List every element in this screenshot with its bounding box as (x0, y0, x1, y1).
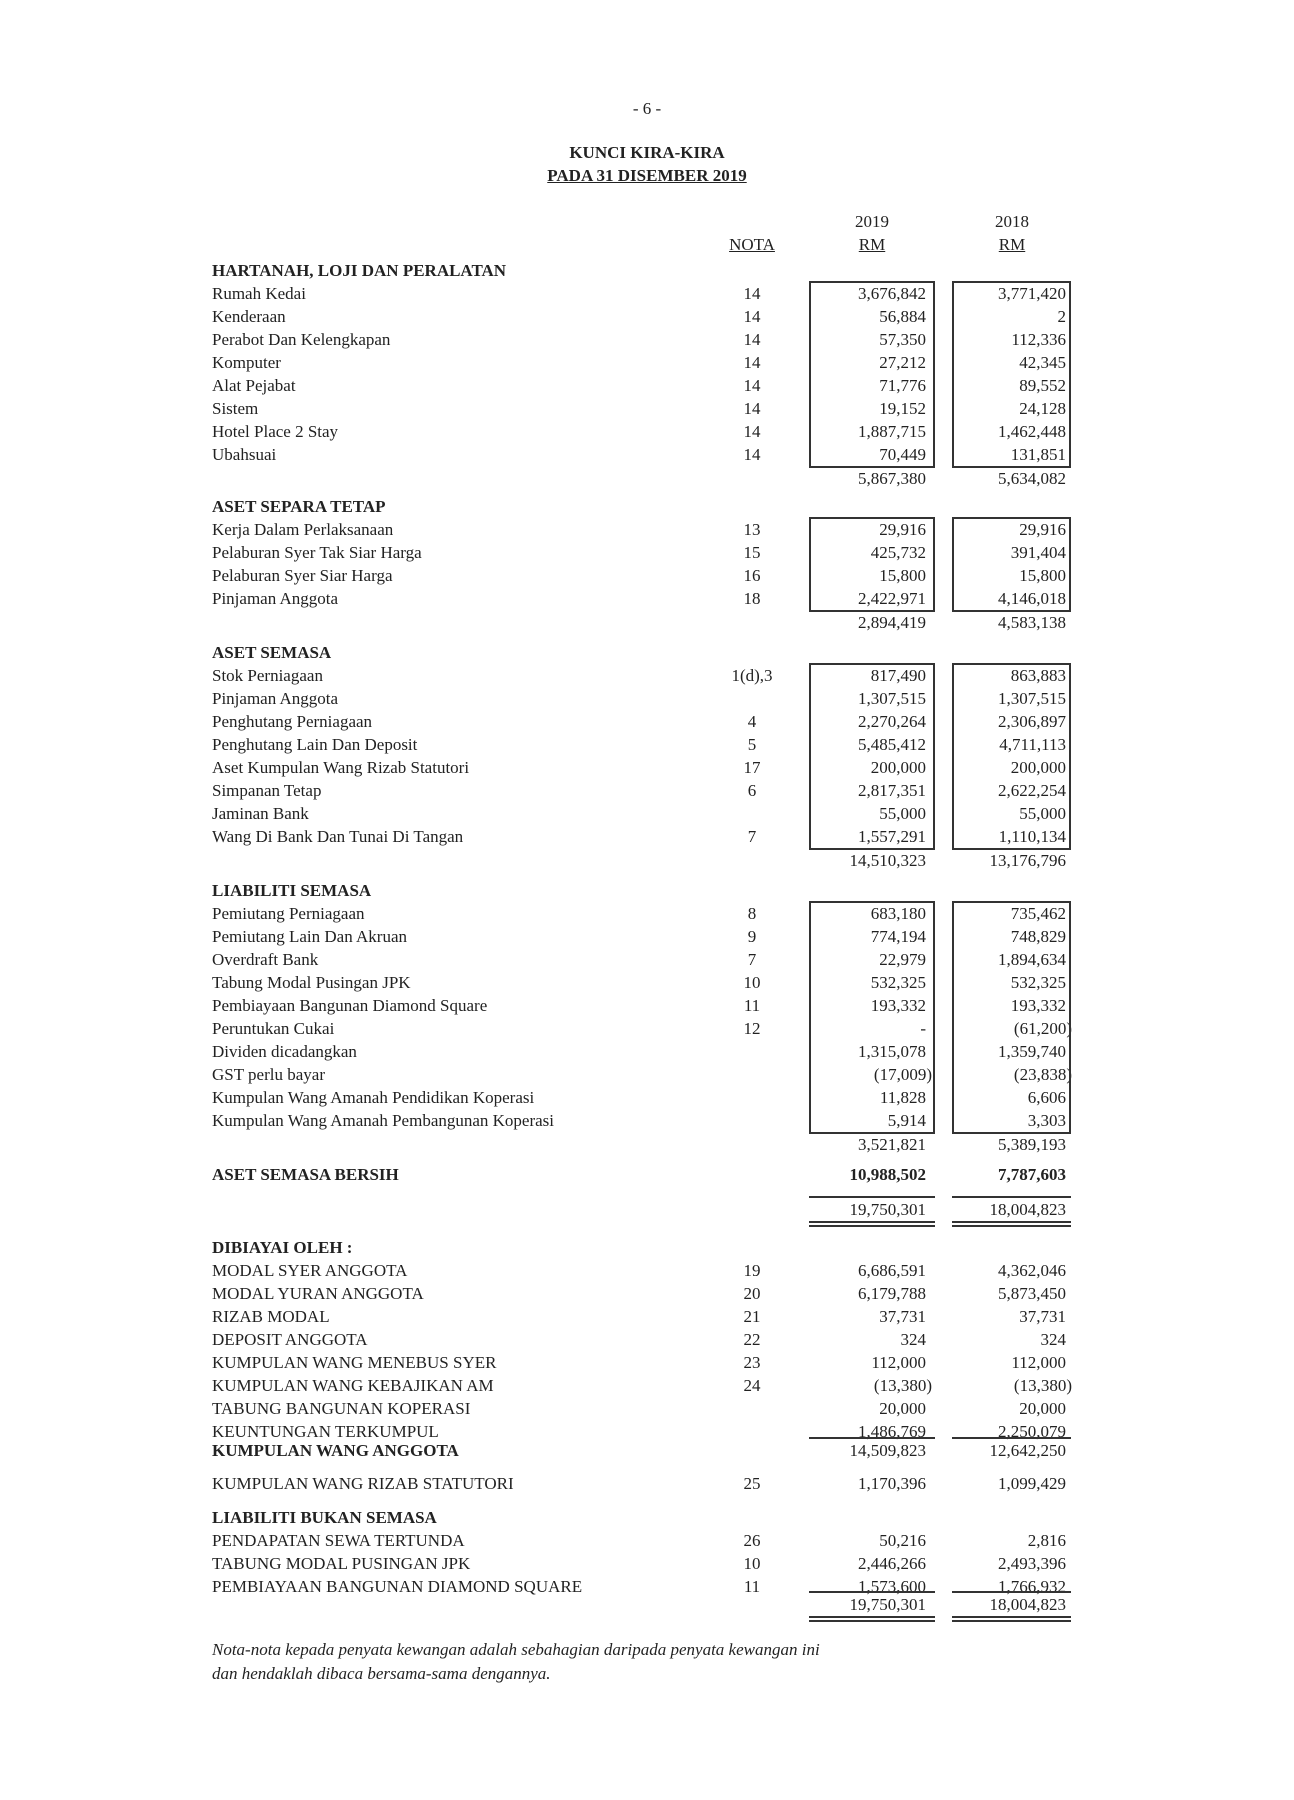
value-2019: 2,446,266 (858, 1554, 926, 1573)
table-row (0, 902, 1294, 925)
value-2018: (61,200) (1013, 1019, 1072, 1038)
table-row (0, 1397, 1294, 1420)
value-2019: 50,216 (879, 1531, 926, 1550)
row-label: Penghutang Perniagaan (212, 712, 373, 731)
page-number: - 6 - (632, 99, 662, 118)
value-2019: 817,490 (870, 666, 926, 685)
row-nota: 14 (743, 422, 761, 441)
value-2019: 5,867,380 (858, 469, 926, 488)
column-currency-2019: RM (858, 235, 886, 254)
value-2019: - (920, 1019, 926, 1038)
row-label: KUMPULAN WANG KEBAJIKAN AM (212, 1376, 494, 1395)
subtotal-box-2019 (809, 901, 935, 1134)
value-2018: 1,110,134 (998, 827, 1066, 846)
footnote-line-1: Nota-nota kepada penyata kewangan adalah sebahagian daripada penyata kewangan ini (212, 1640, 820, 1659)
subtotal-row (0, 611, 1294, 634)
value-2019: 14,510,323 (849, 851, 926, 870)
row-label: Wang Di Bank Dan Tunai Di Tangan (212, 827, 464, 846)
value-2018: 324 (1040, 1330, 1066, 1349)
row-label: Pemiutang Lain Dan Akruan (212, 927, 407, 946)
table-row (0, 518, 1294, 541)
row-nota: 17 (743, 758, 761, 777)
row-label: MODAL YURAN ANGGOTA (212, 1284, 424, 1303)
row-nota: 25 (743, 1474, 761, 1493)
value-2018: 55,000 (1019, 804, 1066, 823)
value-2018: 2,250,079 (998, 1422, 1066, 1441)
row-nota: 14 (743, 399, 761, 418)
row-label: KUMPULAN WANG RIZAB STATUTORI (212, 1474, 514, 1493)
section-heading (0, 1236, 1294, 1259)
value-2019: 2,270,264 (858, 712, 926, 731)
row-label: Ubahsuai (212, 445, 277, 464)
row-label: KUMPULAN WANG ANGGOTA (212, 1441, 459, 1460)
value-2018: 3,303 (1027, 1111, 1066, 1130)
row-nota: 14 (743, 330, 761, 349)
row-label: Kumpulan Wang Amanah Pendidikan Koperasi (212, 1088, 535, 1107)
value-2019: 2,817,351 (858, 781, 926, 800)
row-nota: 16 (743, 566, 761, 585)
grand-double-rule-a-2019 (809, 1616, 935, 1618)
row-label: ASET SEMASA BERSIH (212, 1165, 399, 1184)
row-label: Pelaburan Syer Siar Harga (212, 566, 393, 585)
table-row (0, 687, 1294, 710)
value-2019: 19,152 (879, 399, 926, 418)
value-2019: 5,485,412 (858, 735, 926, 754)
row-label: Pinjaman Anggota (212, 589, 339, 608)
row-label: Overdraft Bank (212, 950, 319, 969)
grand-double-rule-b-2018 (952, 1620, 1071, 1622)
value-2019: 5,914 (887, 1111, 926, 1130)
row-nota: 1(d),3 (731, 666, 773, 685)
value-2018: 1,462,448 (998, 422, 1066, 441)
table-row (0, 1086, 1294, 1109)
value-2018: 2,622,254 (998, 781, 1066, 800)
table-row (0, 1351, 1294, 1374)
subtotal-box-2018 (952, 517, 1071, 612)
value-2019: 20,000 (879, 1399, 926, 1418)
row-label: Sistem (212, 399, 259, 418)
row-nota: 10 (743, 973, 761, 992)
table-row (0, 756, 1294, 779)
row-label: Peruntukan Cukai (212, 1019, 335, 1038)
table-row (0, 1259, 1294, 1282)
value-2018: 2,493,396 (998, 1554, 1066, 1573)
subtotal-box-2018 (952, 901, 1071, 1134)
value-2018: 1,099,429 (998, 1474, 1066, 1493)
value-2018: 2,306,897 (998, 712, 1066, 731)
row-nota: 7 (747, 827, 757, 846)
row-nota: 19 (743, 1261, 761, 1280)
table-row (0, 733, 1294, 756)
value-2019: 1,315,078 (858, 1042, 926, 1061)
value-2019: 57,350 (879, 330, 926, 349)
value-2018: 131,851 (1010, 445, 1066, 464)
value-2019: 6,686,591 (858, 1261, 926, 1280)
row-label: PEMBIAYAAN BANGUNAN DIAMOND SQUARE (212, 1577, 583, 1596)
double-rule-b-2018 (952, 1225, 1071, 1227)
value-2019: 112,000 (871, 1353, 926, 1372)
row-nota: 10 (743, 1554, 761, 1573)
section-heading (0, 641, 1294, 664)
row-nota: 14 (743, 376, 761, 395)
value-2019: 70,449 (879, 445, 926, 464)
value-2018: 735,462 (1010, 904, 1066, 923)
row-nota: 13 (743, 520, 761, 539)
table-row (0, 994, 1294, 1017)
table-row (0, 351, 1294, 374)
value-2019: 193,332 (870, 996, 926, 1015)
value-2018: 193,332 (1010, 996, 1066, 1015)
row-nota: 11 (743, 996, 761, 1015)
row-label: KUMPULAN WANG MENEBUS SYER (212, 1353, 497, 1372)
table-row (0, 305, 1294, 328)
subtotal-box-2019 (809, 663, 935, 850)
row-nota: 9 (747, 927, 757, 946)
row-label: DEPOSIT ANGGOTA (212, 1330, 368, 1349)
row-nota: 8 (747, 904, 757, 923)
value-2018: 4,711,113 (999, 735, 1066, 754)
table-row (0, 971, 1294, 994)
row-label: Jaminan Bank (212, 804, 309, 823)
row-label: Perabot Dan Kelengkapan (212, 330, 391, 349)
value-2018: 532,325 (1010, 973, 1066, 992)
section-heading (0, 1506, 1294, 1529)
table-row (0, 564, 1294, 587)
table-row (0, 802, 1294, 825)
table-row (0, 1328, 1294, 1351)
value-2019: 1,573,600 (858, 1577, 926, 1596)
table-row (0, 779, 1294, 802)
value-2018: 1,894,634 (998, 950, 1066, 969)
value-2019: 3,676,842 (858, 284, 926, 303)
value-2019: 1,887,715 (858, 422, 926, 441)
table-row (0, 282, 1294, 305)
value-2019: 15,800 (879, 566, 926, 585)
value-2019: 71,776 (879, 376, 926, 395)
table-row (0, 1552, 1294, 1575)
value-2018: 7,787,603 (998, 1165, 1066, 1184)
net-current-assets-row (0, 1163, 1294, 1186)
row-nota: 23 (743, 1353, 761, 1372)
grand-double-rule-a-2018 (952, 1616, 1071, 1618)
table-row (0, 664, 1294, 687)
row-nota: 14 (743, 307, 761, 326)
value-2018: 15,800 (1019, 566, 1066, 585)
value-2019: 19,750,301 (849, 1200, 926, 1219)
value-2018: 112,000 (1011, 1353, 1066, 1372)
grand-total-row (0, 1593, 1294, 1616)
row-label: Pemiutang Perniagaan (212, 904, 365, 923)
value-2018: 4,583,138 (998, 613, 1066, 632)
value-2019: 56,884 (879, 307, 926, 326)
value-2018: 748,829 (1010, 927, 1066, 946)
grand-double-rule-b-2019 (809, 1620, 935, 1622)
value-2018: 29,916 (1019, 520, 1066, 539)
value-2018: (13,380) (1013, 1376, 1072, 1395)
section-heading (0, 259, 1294, 282)
row-nota: 12 (743, 1019, 761, 1038)
row-nota: 26 (743, 1531, 761, 1550)
value-2019: 22,979 (879, 950, 926, 969)
table-row (0, 925, 1294, 948)
value-2018: 5,873,450 (998, 1284, 1066, 1303)
row-nota: 7 (747, 950, 757, 969)
table-row (0, 1040, 1294, 1063)
value-2018: 2 (1057, 307, 1066, 326)
value-2019: 14,509,823 (849, 1441, 926, 1460)
value-2019: 27,212 (879, 353, 926, 372)
value-2019: 6,179,788 (858, 1284, 926, 1303)
subtotal-box-2019 (809, 517, 935, 612)
column-currency-2018: RM (998, 235, 1026, 254)
column-header-2018: 2018 (995, 212, 1029, 231)
table-row (0, 587, 1294, 610)
row-label: Stok Perniagaan (212, 666, 323, 685)
value-2018: 4,146,018 (998, 589, 1066, 608)
value-2019: 1,170,396 (858, 1474, 926, 1493)
table-row (0, 1529, 1294, 1552)
row-label: TABUNG MODAL PUSINGAN JPK (212, 1554, 471, 1573)
value-2019: 774,194 (870, 927, 926, 946)
subtotal-box-2019 (809, 281, 935, 468)
value-2018: 1,307,515 (998, 689, 1066, 708)
row-label: Kenderaan (212, 307, 286, 326)
double-rule-a-2019 (809, 1221, 935, 1223)
value-2019: 200,000 (870, 758, 926, 777)
value-2019: 425,732 (870, 543, 926, 562)
row-label: Penghutang Lain Dan Deposit (212, 735, 418, 754)
subtotal-box-2018 (952, 281, 1071, 468)
row-nota: 22 (743, 1330, 761, 1349)
table-row (0, 374, 1294, 397)
row-nota: 14 (743, 353, 761, 372)
section-heading-label: LIABILITI BUKAN SEMASA (212, 1508, 437, 1527)
table-row (0, 825, 1294, 848)
value-2019: 1,557,291 (858, 827, 926, 846)
value-2019: 683,180 (870, 904, 926, 923)
section-heading (0, 495, 1294, 518)
row-label: Pelaburan Syer Tak Siar Harga (212, 543, 422, 562)
row-nota: 20 (743, 1284, 761, 1303)
column-header-2019: 2019 (855, 212, 889, 231)
row-label: Aset Kumpulan Wang Rizab Statutori (212, 758, 470, 777)
row-label: Pembiayaan Bangunan Diamond Square (212, 996, 488, 1015)
row-nota: 6 (747, 781, 757, 800)
table-row (0, 1282, 1294, 1305)
value-2018: 6,606 (1027, 1088, 1066, 1107)
row-nota: 14 (743, 284, 761, 303)
row-label: MODAL SYER ANGGOTA (212, 1261, 408, 1280)
table-row (0, 948, 1294, 971)
value-2018: 4,362,046 (998, 1261, 1066, 1280)
row-label: Hotel Place 2 Stay (212, 422, 339, 441)
value-2019: 2,422,971 (858, 589, 926, 608)
statement-title: KUNCI KIRA-KIRA (569, 143, 725, 162)
value-2018: 24,128 (1019, 399, 1066, 418)
total-assets-row (0, 1198, 1294, 1221)
row-label: GST perlu bayar (212, 1065, 325, 1084)
value-2018: 1,359,740 (998, 1042, 1066, 1061)
table-row (0, 1305, 1294, 1328)
row-label: Dividen dicadangkan (212, 1042, 357, 1061)
value-2018: 89,552 (1019, 376, 1066, 395)
row-label: RIZAB MODAL (212, 1307, 330, 1326)
subtotal-row (0, 849, 1294, 872)
table-row (0, 397, 1294, 420)
value-2018: 37,731 (1019, 1307, 1066, 1326)
section-heading-label: LIABILITI SEMASA (212, 881, 372, 900)
value-2019: (17,009) (873, 1065, 932, 1084)
section-heading-label: ASET SEMASA (212, 643, 332, 662)
value-2019: 532,325 (870, 973, 926, 992)
statutory-reserve-row (0, 1472, 1294, 1495)
value-2019: 3,521,821 (858, 1135, 926, 1154)
value-2019: 324 (900, 1330, 926, 1349)
footnote-line-2: dan hendaklah dibaca bersama-sama dengannya. (212, 1664, 551, 1683)
column-header-nota: NOTA (729, 235, 775, 254)
statement-date: PADA 31 DISEMBER 2019 (547, 166, 747, 185)
row-label: Simpanan Tetap (212, 781, 322, 800)
row-nota: 24 (743, 1376, 761, 1395)
subtotal-row (0, 467, 1294, 490)
value-2018: 200,000 (1010, 758, 1066, 777)
value-2018: 5,634,082 (998, 469, 1066, 488)
value-2018: 3,771,420 (998, 284, 1066, 303)
value-2019: 37,731 (879, 1307, 926, 1326)
value-2018: 13,176,796 (989, 851, 1066, 870)
value-2018: 863,883 (1010, 666, 1066, 685)
value-2018: 42,345 (1019, 353, 1066, 372)
row-nota: 14 (743, 445, 761, 464)
section-heading-label: ASET SEPARA TETAP (212, 497, 386, 516)
value-2019: 19,750,301 (849, 1595, 926, 1614)
value-2018: 2,816 (1027, 1531, 1066, 1550)
row-label: KEUNTUNGAN TERKUMPUL (212, 1422, 439, 1441)
value-2018: 391,404 (1010, 543, 1066, 562)
footnote (212, 1638, 820, 1686)
table-row (0, 541, 1294, 564)
value-2019: 1,307,515 (858, 689, 926, 708)
row-label: TABUNG BANGUNAN KOPERASI (212, 1399, 471, 1418)
value-2018: 1,766,932 (998, 1577, 1066, 1596)
value-2019: 10,988,502 (849, 1165, 926, 1184)
row-label: Kumpulan Wang Amanah Pembangunan Koperasi (212, 1111, 555, 1130)
double-rule-b-2019 (809, 1225, 935, 1227)
value-2018: 112,336 (1011, 330, 1066, 349)
table-row (0, 1374, 1294, 1397)
table-row (0, 328, 1294, 351)
row-nota: 15 (743, 543, 761, 562)
table-row (0, 420, 1294, 443)
value-2018: (23,838) (1013, 1065, 1072, 1084)
row-label: Alat Pejabat (212, 376, 296, 395)
row-label: PENDAPATAN SEWA TERTUNDA (212, 1531, 465, 1550)
subtotal-box-2018 (952, 663, 1071, 850)
table-row (0, 1109, 1294, 1132)
table-row (0, 1017, 1294, 1040)
table-row (0, 443, 1294, 466)
value-2019: 11,828 (879, 1088, 926, 1107)
value-2019: 55,000 (879, 804, 926, 823)
row-label: Rumah Kedai (212, 284, 306, 303)
row-label: Tabung Modal Pusingan JPK (212, 973, 411, 992)
value-2019: 1,486,769 (858, 1422, 926, 1441)
value-2018: 12,642,250 (989, 1441, 1066, 1460)
row-label: Pinjaman Anggota (212, 689, 339, 708)
value-2019: 2,894,419 (858, 613, 926, 632)
section-heading-label: HARTANAH, LOJI DAN PERALATAN (212, 261, 507, 280)
row-nota: 5 (747, 735, 757, 754)
row-label: Kerja Dalam Perlaksanaan (212, 520, 394, 539)
value-2018: 18,004,823 (989, 1595, 1066, 1614)
members-fund-total-row (0, 1439, 1294, 1462)
section-heading (0, 879, 1294, 902)
double-rule-a-2018 (952, 1221, 1071, 1223)
value-2018: 20,000 (1019, 1399, 1066, 1418)
section-heading-label: DIBIAYAI OLEH : (212, 1238, 353, 1257)
row-nota: 18 (743, 589, 761, 608)
row-nota: 4 (747, 712, 757, 731)
table-row (0, 710, 1294, 733)
value-2019: (13,380) (873, 1376, 932, 1395)
row-label: Komputer (212, 353, 281, 372)
table-row (0, 1063, 1294, 1086)
subtotal-row (0, 1133, 1294, 1156)
row-nota: 11 (743, 1577, 761, 1596)
value-2018: 5,389,193 (998, 1135, 1066, 1154)
value-2019: 29,916 (879, 520, 926, 539)
value-2018: 18,004,823 (989, 1200, 1066, 1219)
row-nota: 21 (743, 1307, 761, 1326)
